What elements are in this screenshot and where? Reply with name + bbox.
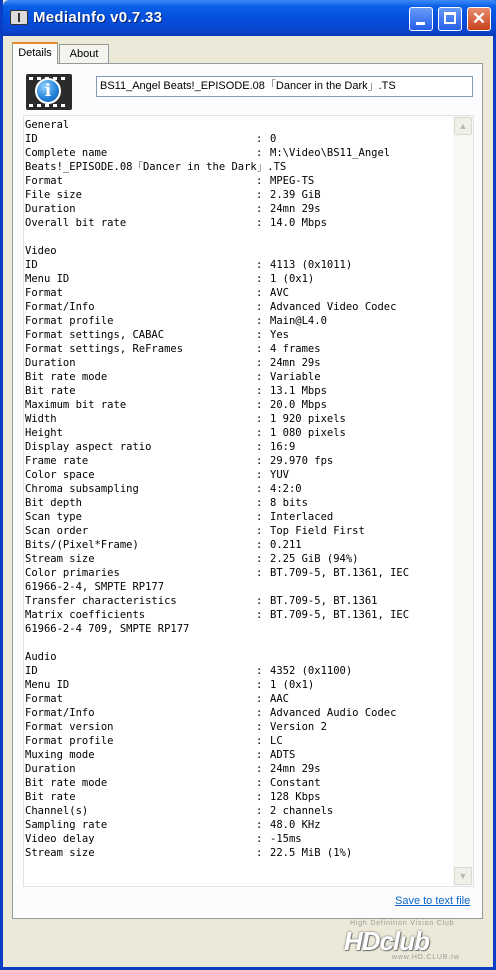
report-row: [24, 146, 452, 160]
report-key: Display aspect ratio: [25, 441, 152, 453]
report-separator: :: [256, 385, 263, 397]
report-key: Matrix coefficients: [25, 609, 146, 621]
report-content: [24, 116, 452, 886]
watermark-url: www.HD.CLUB.tw: [392, 954, 460, 961]
report-key: Format version: [25, 721, 114, 733]
report-value: Main@L4.0: [270, 315, 327, 327]
report-key: Menu ID: [25, 679, 70, 691]
report-row: [24, 622, 452, 636]
report-row: [24, 566, 452, 580]
report-row: [24, 370, 452, 384]
report-row: [24, 482, 452, 496]
save-to-text-file-link[interactable]: Save to text file: [395, 895, 471, 907]
report-separator: :: [256, 371, 263, 383]
report-separator: :: [256, 413, 263, 425]
report-row: [24, 608, 452, 622]
report-separator: :: [256, 287, 263, 299]
report-key: Video delay: [25, 833, 95, 845]
report-row: [24, 132, 452, 146]
report-row: [24, 384, 452, 398]
report-value: AVC: [270, 287, 289, 299]
report-row: [24, 412, 452, 426]
report-row: [24, 440, 452, 454]
tab-about[interactable]: About: [59, 44, 109, 63]
report-row: [24, 510, 452, 524]
report-value: 1 (0x1): [270, 273, 315, 285]
report-separator: :: [256, 791, 263, 803]
report-value: 1 920 pixels: [270, 413, 346, 425]
report-value: 14.0 Mbps: [270, 217, 327, 229]
report-row: [24, 706, 452, 720]
report-separator: :: [256, 511, 263, 523]
report-value: Advanced Video Codec: [270, 301, 397, 313]
report-row: [24, 342, 452, 356]
report-separator: :: [256, 427, 263, 439]
report-separator: :: [256, 707, 263, 719]
report-value: Variable: [270, 371, 321, 383]
report-separator: :: [256, 273, 263, 285]
report-row: [24, 174, 452, 188]
report-row: [24, 804, 452, 818]
report-key: Duration: [25, 203, 76, 215]
report-separator: :: [256, 805, 263, 817]
report-value: Interlaced: [270, 511, 334, 523]
report-value: BT.709-5, BT.1361, IEC: [270, 609, 410, 621]
report-key: Complete name: [25, 147, 108, 159]
report-value: 29.970 fps: [270, 455, 334, 467]
report-value: -15ms: [270, 833, 302, 845]
report-separator: :: [256, 525, 263, 537]
report-separator: :: [256, 315, 263, 327]
report-key: Color space: [25, 469, 95, 481]
report-separator: :: [256, 357, 263, 369]
report-key: Sampling rate: [25, 819, 108, 831]
report-key: Stream size: [25, 847, 95, 859]
report-separator: :: [256, 539, 263, 551]
report-value: Top Field First: [270, 525, 365, 537]
report-separator: :: [256, 777, 263, 789]
report-row: [24, 664, 452, 678]
report-value: YUV: [270, 469, 289, 481]
report-key: Format: [25, 287, 63, 299]
report-key: Format/Info: [25, 707, 95, 719]
report-row: [24, 538, 452, 552]
report-separator: :: [256, 553, 263, 565]
report-key: Duration: [25, 357, 76, 369]
report-row: [24, 678, 452, 692]
report-separator: :: [256, 469, 263, 481]
report-key: ID: [25, 665, 38, 677]
report-key: File size: [25, 189, 82, 201]
scroll-up-button[interactable]: ▲: [454, 117, 472, 135]
report-row: [24, 468, 452, 482]
report-value: 4 frames: [270, 343, 321, 355]
report-row: [24, 580, 452, 594]
section-heading-video: [24, 244, 452, 258]
report-key: Format profile: [25, 315, 114, 327]
report-separator: :: [256, 609, 263, 621]
section-heading-general: [24, 118, 452, 132]
report-row: [24, 594, 452, 608]
report-value: 48.0 KHz: [270, 819, 321, 831]
report-row: [24, 160, 452, 174]
report-value: 24mn 29s: [270, 357, 321, 369]
section-heading-text: General: [25, 119, 70, 131]
report-value: LC: [270, 735, 283, 747]
info-bubble-icon: i: [35, 78, 61, 104]
report-value: Version 2: [270, 721, 327, 733]
report-separator: :: [256, 721, 263, 733]
report-separator: :: [256, 749, 263, 761]
report-key: Overall bit rate: [25, 217, 127, 229]
media-info-icon: [26, 74, 72, 110]
report-key: Channel(s): [25, 805, 89, 817]
report-row: [24, 748, 452, 762]
report-row: [24, 356, 452, 370]
report-row: [24, 846, 452, 860]
section-heading-text: Audio: [25, 651, 57, 663]
report-separator: :: [256, 175, 263, 187]
report-key: Width: [25, 413, 57, 425]
report-row: [24, 426, 452, 440]
report-key: Duration: [25, 763, 76, 775]
report-wrapped-value: Beats!_EPISODE.08「Dancer in the Dark」.TS: [25, 161, 287, 173]
report-separator: :: [256, 847, 263, 859]
report-row: [24, 734, 452, 748]
report-key: Scan order: [25, 525, 89, 537]
tab-details[interactable]: Details: [12, 42, 58, 64]
report-row: [24, 202, 452, 216]
report-key: Format/Info: [25, 301, 95, 313]
maximize-icon: [444, 12, 456, 24]
report-value: 2 channels: [270, 805, 334, 817]
report-key: Bit rate mode: [25, 371, 108, 383]
report-row: [24, 496, 452, 510]
scroll-down-button[interactable]: ▼: [454, 867, 472, 885]
report-separator: :: [256, 329, 263, 341]
report-key: Format: [25, 693, 63, 705]
report-value: BT.709-5, BT.1361, IEC: [270, 567, 410, 579]
report-row: [24, 818, 452, 832]
report-separator: :: [256, 483, 263, 495]
report-row: [24, 314, 452, 328]
report-row: [24, 762, 452, 776]
report-key: Bit depth: [25, 497, 82, 509]
report-separator: :: [256, 399, 263, 411]
report-separator: :: [256, 203, 263, 215]
report-blank-line: [24, 230, 452, 244]
report-value: 0.211: [270, 539, 302, 551]
report-key: Menu ID: [25, 273, 70, 285]
report-value: 1 (0x1): [270, 679, 315, 691]
title-bar[interactable]: [3, 0, 496, 36]
report-row: [24, 454, 452, 468]
report-value: Yes: [270, 329, 289, 341]
report-value: 13.1 Mbps: [270, 385, 327, 397]
report-value: ADTS: [270, 749, 296, 761]
report-separator: :: [256, 147, 263, 159]
report-separator: :: [256, 819, 263, 831]
report-value: 8 bits: [270, 497, 308, 509]
report-row: [24, 328, 452, 342]
report-value: 4352 (0x1100): [270, 665, 353, 677]
report-value: 0: [270, 133, 277, 145]
report-row: [24, 720, 452, 734]
report-key: Maximum bit rate: [25, 399, 127, 411]
report-separator: :: [256, 497, 263, 509]
report-separator: :: [256, 455, 263, 467]
report-key: Stream size: [25, 553, 95, 565]
close-button[interactable]: [467, 7, 491, 31]
report-row: [24, 258, 452, 272]
report-value: M:\Video\BS11_Angel: [270, 147, 391, 159]
report-value: 22.5 MiB (1%): [270, 847, 353, 859]
report-separator: :: [256, 259, 263, 271]
report-blank-line: [24, 636, 452, 650]
report-key: Format: [25, 175, 63, 187]
report-separator: :: [256, 833, 263, 845]
report-separator: :: [256, 693, 263, 705]
report-key: Color primaries: [25, 567, 120, 579]
report-value: 128 Kbps: [270, 791, 321, 803]
report-separator: :: [256, 189, 263, 201]
report-row: [24, 188, 452, 202]
report-value: 20.0 Mbps: [270, 399, 327, 411]
report-separator: :: [256, 301, 263, 313]
report-key: Height: [25, 427, 63, 439]
maximize-button[interactable]: [438, 7, 462, 31]
report-row: [24, 524, 452, 538]
report-separator: :: [256, 763, 263, 775]
report-value: 2.39 GiB: [270, 189, 321, 201]
report-separator: :: [256, 679, 263, 691]
report-value: Advanced Audio Codec: [270, 707, 397, 719]
report-separator: :: [256, 441, 263, 453]
report-key: ID: [25, 259, 38, 271]
report-row: [24, 790, 452, 804]
report-value: 24mn 29s: [270, 203, 321, 215]
report-key: Frame rate: [25, 455, 89, 467]
minimize-icon: [416, 22, 425, 25]
report-value: 16:9: [270, 441, 296, 453]
window-title: MediaInfo v0.7.33: [33, 9, 163, 26]
report-row: [24, 552, 452, 566]
report-value: AAC: [270, 693, 289, 705]
vertical-scrollbar[interactable]: [453, 116, 473, 886]
report-key: Format profile: [25, 735, 114, 747]
report-separator: :: [256, 133, 263, 145]
report-key: Bits/(Pixel*Frame): [25, 539, 139, 551]
hdclub-watermark: [338, 920, 488, 964]
report-wrapped-value: 61966-2-4, SMPTE RP177: [25, 581, 165, 593]
report-key: Bit rate: [25, 791, 76, 803]
report-row: [24, 832, 452, 846]
report-key: Chroma subsampling: [25, 483, 139, 495]
report-text-area[interactable]: [23, 115, 474, 887]
report-separator: :: [256, 595, 263, 607]
report-key: Bit rate mode: [25, 777, 108, 789]
report-separator: :: [256, 665, 263, 677]
report-value: Constant: [270, 777, 321, 789]
report-separator: :: [256, 217, 263, 229]
file-name-field[interactable]: BS11_Angel Beats!_EPISODE.08「Dancer in the Dark」.TS: [96, 76, 473, 97]
report-separator: :: [256, 343, 263, 355]
report-key: Scan type: [25, 511, 82, 523]
minimize-button[interactable]: [409, 7, 433, 31]
report-row: [24, 216, 452, 230]
mediainfo-app-icon: [10, 10, 28, 25]
report-key: Transfer characteristics: [25, 595, 177, 607]
report-value: 24mn 29s: [270, 763, 321, 775]
watermark-tagline: High Definition Vision Club: [350, 920, 455, 927]
report-key: Format settings, CABAC: [25, 329, 165, 341]
report-value: 4113 (0x1011): [270, 259, 353, 271]
report-key: Format settings, ReFrames: [25, 343, 184, 355]
report-value: 2.25 GiB (94%): [270, 553, 359, 565]
section-heading-audio: [24, 650, 452, 664]
report-value: 4:2:0: [270, 483, 302, 495]
report-row: [24, 692, 452, 706]
report-row: [24, 286, 452, 300]
report-row: [24, 398, 452, 412]
report-value: BT.709-5, BT.1361: [270, 595, 378, 607]
report-value: 1 080 pixels: [270, 427, 346, 439]
section-heading-text: Video: [25, 245, 57, 257]
report-row: [24, 300, 452, 314]
report-separator: :: [256, 567, 263, 579]
report-row: [24, 776, 452, 790]
report-separator: :: [256, 735, 263, 747]
watermark-logo: HDclub: [344, 926, 429, 956]
report-key: ID: [25, 133, 38, 145]
report-key: Muxing mode: [25, 749, 95, 761]
close-icon: ✕: [471, 9, 487, 28]
report-wrapped-value: 61966-2-4 709, SMPTE RP177: [25, 623, 190, 635]
report-key: Bit rate: [25, 385, 76, 397]
report-row: [24, 272, 452, 286]
report-value: MPEG-TS: [270, 175, 315, 187]
